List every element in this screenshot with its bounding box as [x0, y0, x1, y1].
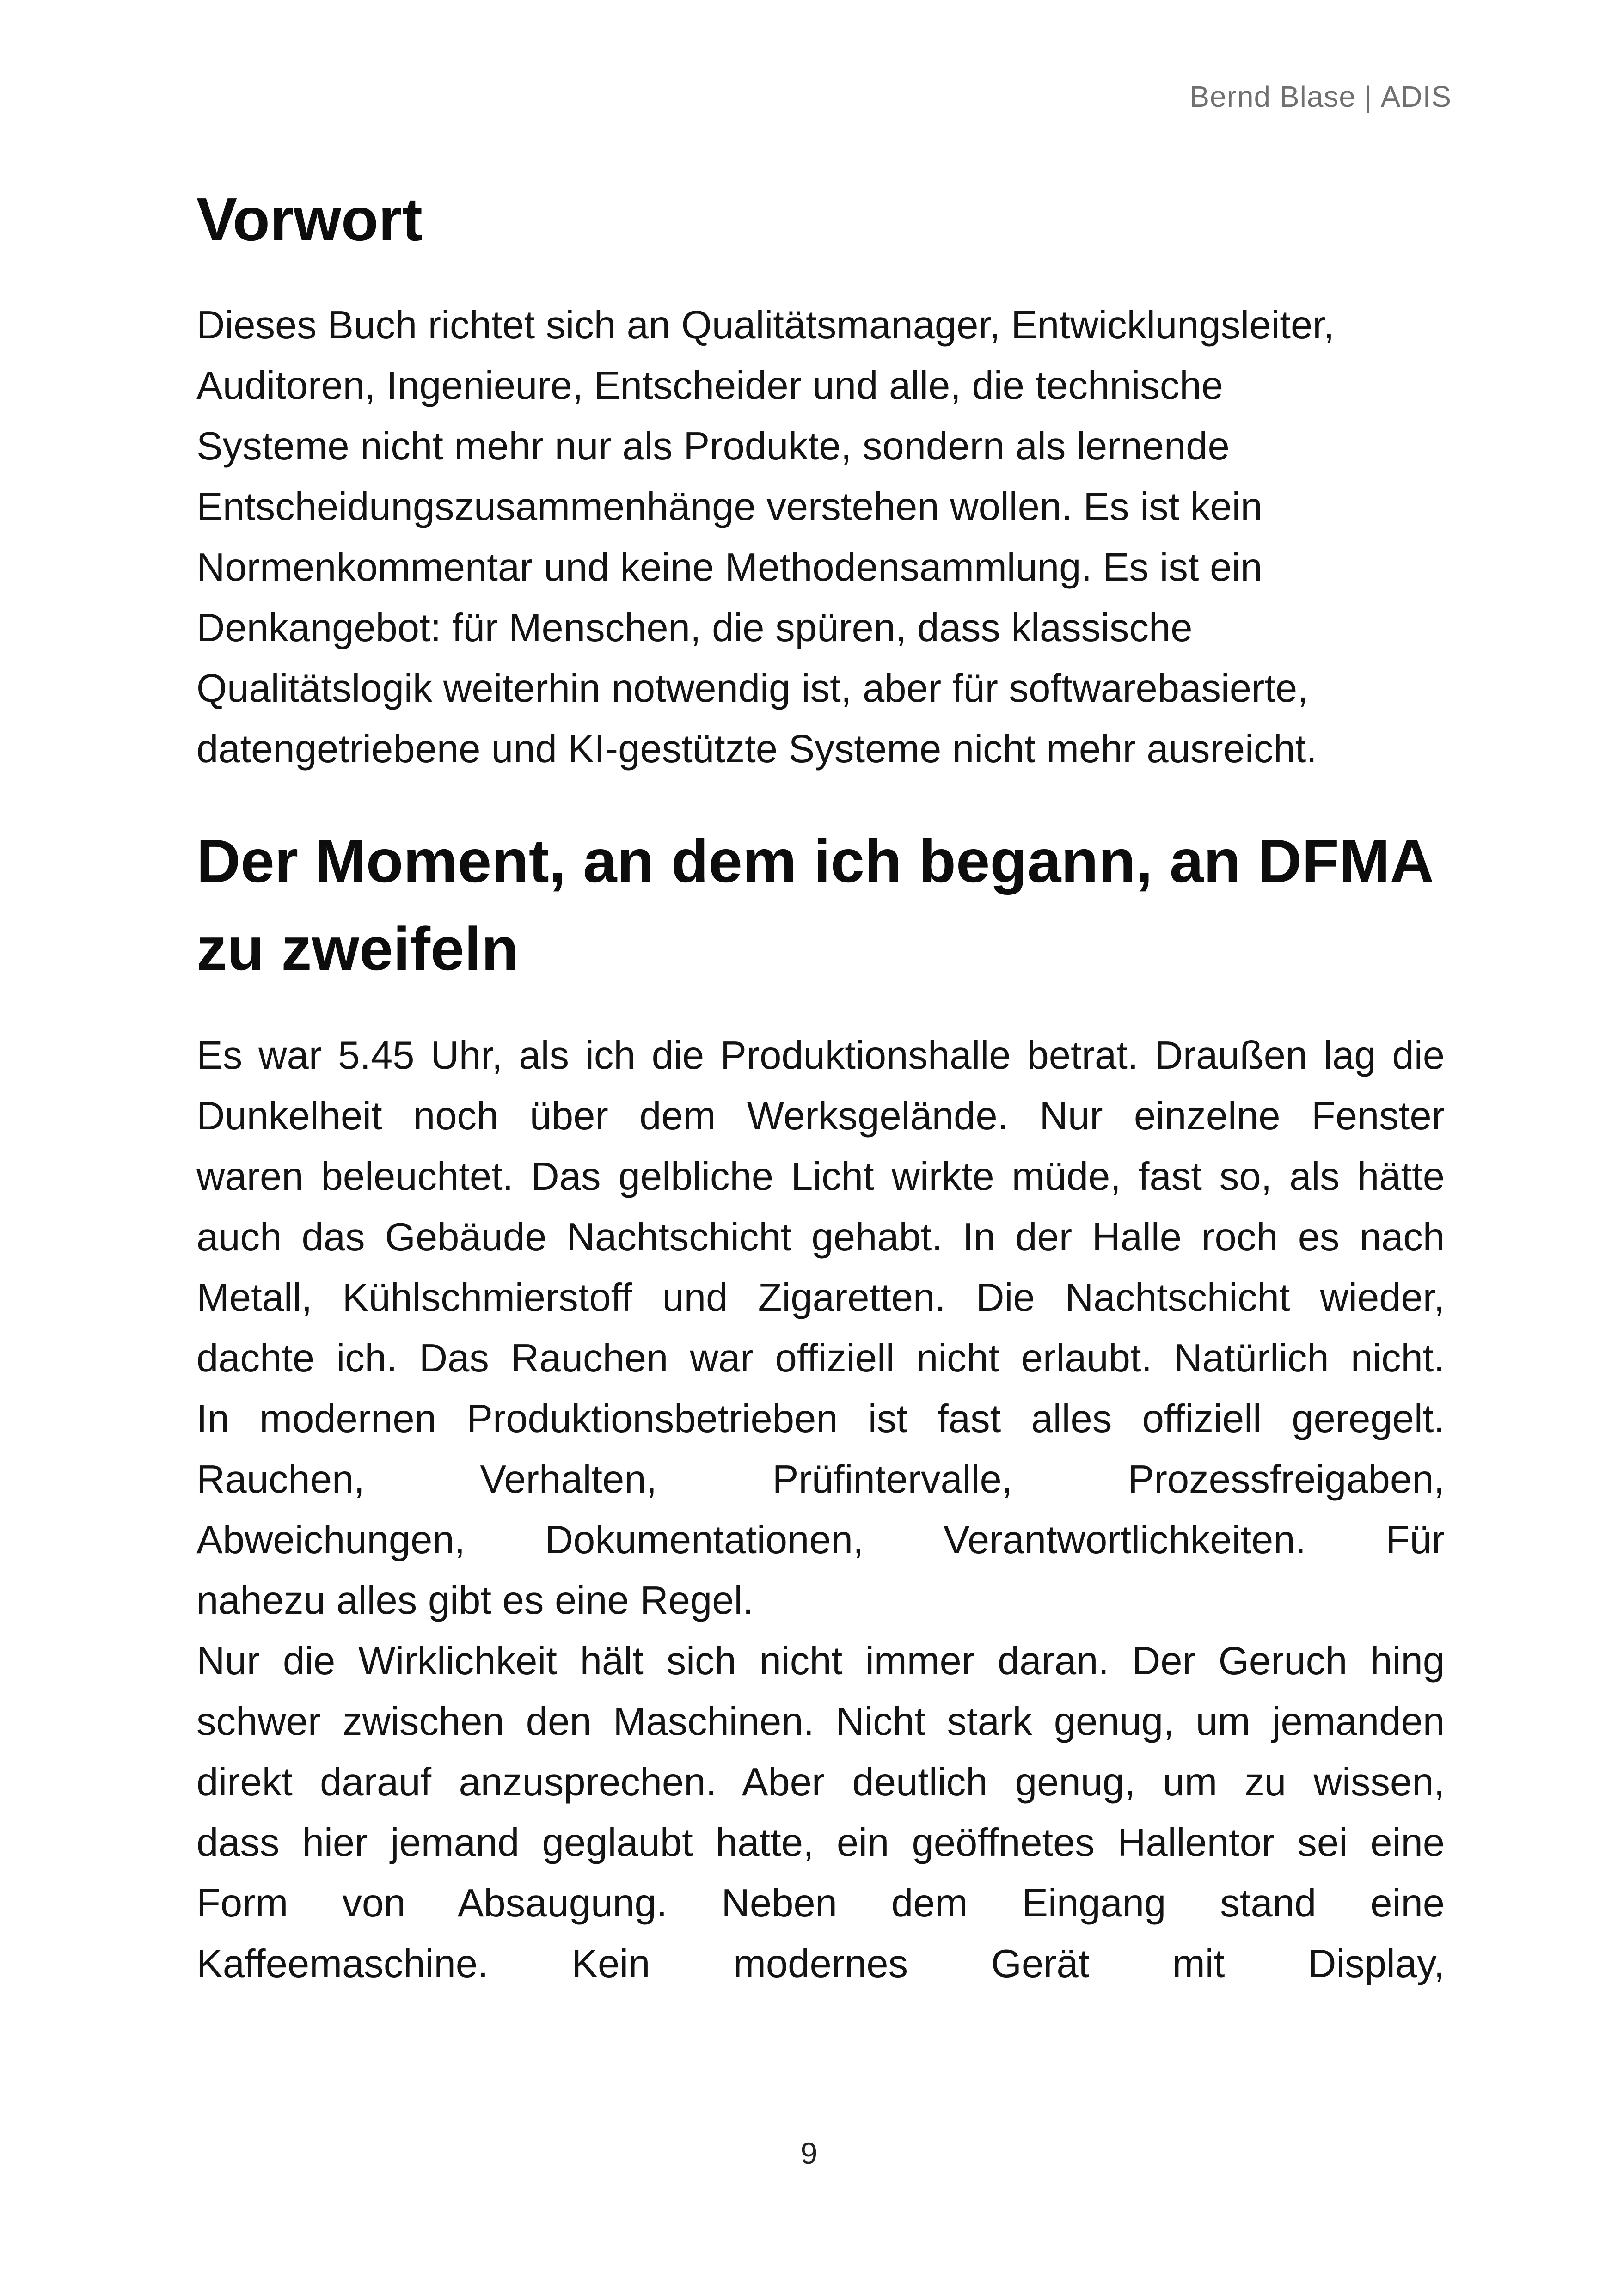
- heading-vorwort: Vorwort: [196, 185, 423, 253]
- header-author: Bernd Blase: [1189, 80, 1356, 113]
- text-line: Form von Absaugung. Neben dem Eingang stand eine: [196, 1881, 1445, 1925]
- header-title: ADIS: [1380, 80, 1452, 113]
- chapter-paragraph-2: [196, 1631, 1445, 1994]
- page-content: [196, 176, 1445, 1994]
- text-line: datengetriebene und KI-gestützte Systeme nicht mehr ausreicht.: [196, 727, 1317, 771]
- text-line: nahezu alles gibt es eine Regel.: [196, 1579, 754, 1623]
- text-line: Abweichungen, Dokumentationen, Verantwortlichkeiten. Für: [196, 1518, 1445, 1562]
- text-line: Dunkelheit noch über dem Werksgelände. Nur einzelne Fenster: [196, 1094, 1445, 1138]
- heading-chapter: [196, 817, 1445, 993]
- header-separator: |: [1364, 80, 1373, 113]
- text-line: Es war 5.45 Uhr, als ich die Produktionshalle betrat. Draußen lag die: [196, 1034, 1445, 1078]
- text-line: Nur die Wirklichkeit hält sich nicht immer daran. Der Geruch hing: [196, 1639, 1445, 1683]
- running-header: [1189, 80, 1452, 114]
- vorwort-paragraph: [196, 295, 1445, 779]
- text-line: Denkangebot: für Menschen, die spüren, dass klassische: [196, 606, 1193, 650]
- text-line: auch das Gebäude Nachtschicht gehabt. In der Halle roch es nach: [196, 1215, 1445, 1259]
- text-line: dachte ich. Das Rauchen war offiziell nicht erlaubt. Natürlich nicht.: [196, 1336, 1445, 1380]
- text-line: In modernen Produktionsbetrieben ist fast alles offiziell geregelt.: [196, 1397, 1445, 1441]
- chapter-paragraph-1: [196, 1025, 1445, 1631]
- text-line: Systeme nicht mehr nur als Produkte, sondern als lernende: [196, 424, 1230, 468]
- heading-chapter-line-2: zu zweifeln: [196, 915, 519, 983]
- text-line: Dieses Buch richtet sich an Qualitätsmanager, Entwicklungsleiter,: [196, 303, 1335, 347]
- text-line: Qualitätslogik weiterhin notwendig ist, aber für softwarebasierte,: [196, 667, 1308, 710]
- text-line: waren beleuchtet. Das gelbliche Licht wirkte müde, fast so, als hätte: [196, 1155, 1445, 1199]
- text-line: Auditoren, Ingenieure, Entscheider und alle, die technische: [196, 364, 1223, 408]
- text-line: dass hier jemand geglaubt hatte, ein geöffnetes Hallentor sei eine: [196, 1821, 1445, 1865]
- text-line: Kaffeemaschine. Kein modernes Gerät mit Display,: [196, 1942, 1445, 1986]
- text-line: schwer zwischen den Maschinen. Nicht stark genug, um jemanden: [196, 1700, 1445, 1744]
- text-line: Normenkommentar und keine Methodensammlung. Es ist ein: [196, 545, 1263, 589]
- text-line: Metall, Kühlschmierstoff und Zigaretten. Die Nachtschicht wieder,: [196, 1276, 1445, 1320]
- text-line: direkt darauf anzusprechen. Aber deutlich genug, um zu wissen,: [196, 1760, 1445, 1804]
- text-line: Rauchen, Verhalten, Prüfintervalle, Prozessfreigaben,: [196, 1457, 1445, 1501]
- text-line: Entscheidungszusammenhänge verstehen wollen. Es ist kein: [196, 485, 1263, 529]
- page-number: 9: [800, 2136, 818, 2170]
- heading-chapter-line-1: Der Moment, an dem ich begann, an DFMA: [196, 827, 1434, 895]
